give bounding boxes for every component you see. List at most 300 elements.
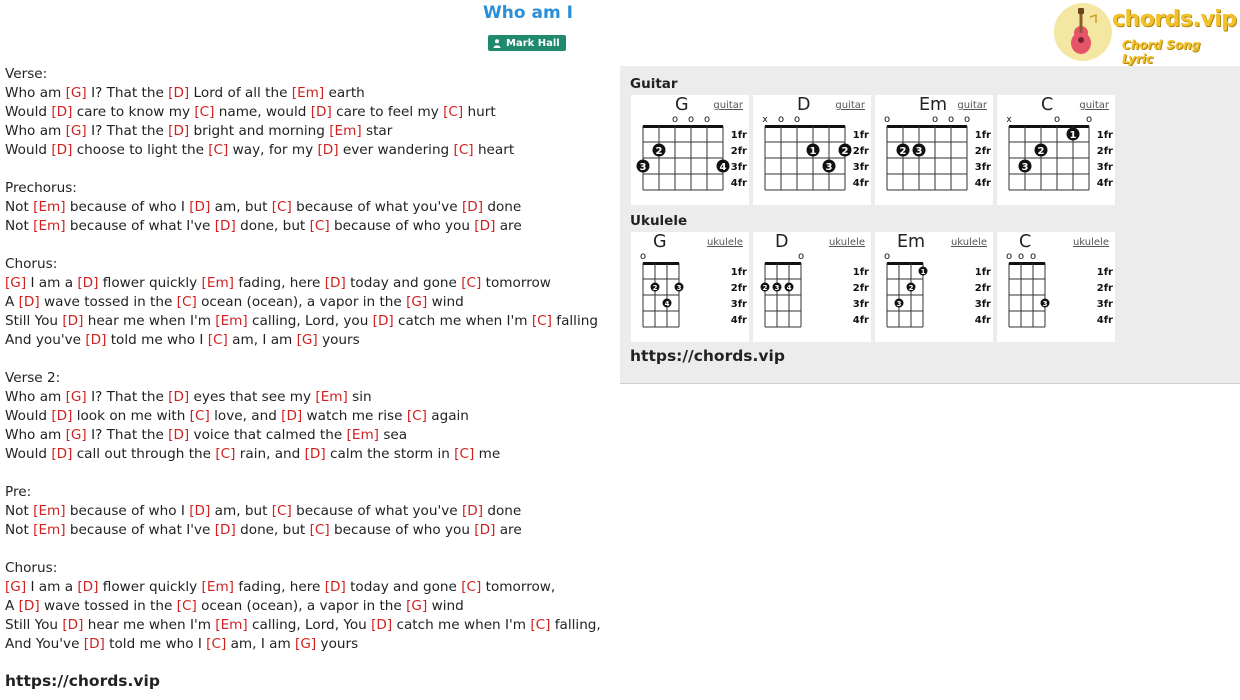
- fret-label: 3fr: [730, 162, 747, 173]
- chord-link[interactable]: [Em]: [33, 522, 66, 538]
- lyric-line: [5, 388, 615, 407]
- chord-name: G: [653, 232, 667, 252]
- nut: [643, 125, 723, 128]
- lyric-text: care to feel my: [331, 104, 444, 120]
- lyric-text: because of what you've: [291, 503, 462, 519]
- fret-label: 3fr: [852, 299, 869, 310]
- chord-link[interactable]: [C]: [531, 313, 552, 329]
- lyric-text: And You've: [5, 636, 84, 652]
- lyric-text: flower quickly: [98, 275, 202, 291]
- lyric-text: tomorrow,: [481, 579, 556, 595]
- lyric-text: care to know my: [72, 104, 195, 120]
- chord-link[interactable]: [Em]: [215, 313, 248, 329]
- fret-label: 2fr: [852, 283, 869, 294]
- chord-link[interactable]: [C]: [271, 199, 292, 215]
- lyric-line: [5, 179, 615, 198]
- finger-number: 4: [719, 161, 727, 173]
- chord-link[interactable]: [D]: [371, 617, 393, 633]
- chord-link[interactable]: [D]: [168, 389, 190, 405]
- lyric-text: I? That the: [86, 85, 169, 101]
- lyric-text: call out through the: [72, 446, 216, 462]
- lyric-text: because of what you've: [291, 199, 462, 215]
- lyric-text: Prechorus:: [5, 180, 77, 196]
- lyric-text: Who am: [5, 389, 66, 405]
- guitar-chord-card[interactable]: [875, 95, 993, 205]
- muted-string-marker: x: [1006, 115, 1012, 125]
- chord-link[interactable]: [Em]: [215, 617, 248, 633]
- chord-link[interactable]: [Em]: [33, 199, 66, 215]
- nut: [887, 125, 967, 128]
- guitar-logo-icon: [1054, 3, 1112, 61]
- fret-label: 1fr: [852, 267, 869, 278]
- chord-link[interactable]: [C]: [215, 446, 236, 462]
- chord-link[interactable]: [Em]: [315, 389, 348, 405]
- chord-link[interactable]: [C]: [176, 598, 197, 614]
- chord-diagrams-panel: [620, 66, 1240, 384]
- lyric-text: Would: [5, 104, 52, 120]
- chord-link[interactable]: [D]: [77, 275, 99, 291]
- guitar-heading: Guitar: [630, 76, 678, 92]
- lyric-text: because of who you: [329, 218, 475, 234]
- chord-link[interactable]: [C]: [208, 142, 229, 158]
- chord-link[interactable]: [D]: [317, 142, 339, 158]
- chord-name: Em: [897, 232, 926, 252]
- finger-number: 1: [809, 145, 817, 157]
- chord-link[interactable]: [C]: [176, 294, 197, 310]
- lyric-text: watch me rise: [302, 408, 407, 424]
- fret-label: 1fr: [974, 130, 991, 141]
- lyric-text: Not: [5, 199, 34, 215]
- finger-number: 2: [841, 145, 849, 157]
- instrument-link[interactable]: guitar: [713, 100, 743, 111]
- open-string-marker: o: [883, 114, 891, 125]
- open-string-marker: o: [1017, 251, 1025, 262]
- open-string-marker: o: [687, 114, 695, 125]
- lyric-text: me: [474, 446, 501, 462]
- fret-label: 2fr: [974, 146, 991, 157]
- chord-link[interactable]: [Em]: [33, 503, 66, 519]
- chord-link[interactable]: [D]: [310, 104, 332, 120]
- lyric-text: name, would: [214, 104, 311, 120]
- lyric-text: Lord of all the: [189, 85, 292, 101]
- open-string-marker: o: [1085, 114, 1093, 125]
- lyric-text: wind: [427, 294, 464, 310]
- chord-link[interactable]: [Em]: [291, 85, 325, 101]
- chord-link[interactable]: [D]: [83, 636, 105, 652]
- fret-label: 3fr: [1096, 162, 1113, 173]
- chord-link[interactable]: [D]: [324, 579, 346, 595]
- lyric-text: Not: [5, 218, 34, 234]
- finger-number: 3: [639, 161, 647, 173]
- open-string-marker: o: [1029, 251, 1037, 262]
- lyric-text: today and gone: [345, 579, 462, 595]
- finger-number: 2: [1037, 145, 1045, 157]
- chord-link[interactable]: [G]: [406, 294, 428, 310]
- lyric-text: Would: [5, 408, 52, 424]
- chord-link[interactable]: [C]: [461, 579, 482, 595]
- chord-link[interactable]: [G]: [5, 579, 27, 595]
- fret-label: 4fr: [974, 315, 991, 326]
- lyric-text: star: [361, 123, 393, 139]
- lyric-text: sin: [347, 389, 372, 405]
- blank-line: [5, 236, 615, 255]
- lyric-text: done, but: [235, 522, 310, 538]
- chord-link[interactable]: [C]: [454, 446, 475, 462]
- fret-label: 3fr: [730, 299, 747, 310]
- chord-link[interactable]: [G]: [296, 332, 318, 348]
- chord-link[interactable]: [D]: [51, 408, 73, 424]
- guitar-chord-card[interactable]: [753, 95, 871, 205]
- chord-link[interactable]: [D]: [474, 522, 496, 538]
- lyric-text: fading, here: [234, 579, 325, 595]
- open-string-marker: o: [793, 114, 801, 125]
- finger-number: 1: [920, 267, 926, 276]
- ukulele-chord-card[interactable]: [997, 232, 1115, 342]
- chord-link[interactable]: [D]: [77, 579, 99, 595]
- chord-name: D: [775, 232, 789, 252]
- instrument-link[interactable]: ukulele: [950, 237, 987, 248]
- lyric-text: am, I am: [226, 636, 296, 652]
- fret-label: 1fr: [1096, 267, 1113, 278]
- chord-link[interactable]: [C]: [443, 104, 464, 120]
- lyric-text: Who am: [5, 85, 66, 101]
- lyric-text: yours: [317, 332, 360, 348]
- chord-link[interactable]: [C]: [194, 104, 215, 120]
- chord-link[interactable]: [D]: [324, 275, 346, 291]
- ukulele-chord-card[interactable]: [631, 232, 749, 342]
- open-string-marker: o: [947, 114, 955, 125]
- lyric-text: fading, here: [234, 275, 325, 291]
- lyrics-body: [5, 65, 615, 654]
- chord-link[interactable]: [D]: [461, 199, 484, 215]
- chord-link[interactable]: [D]: [474, 218, 496, 234]
- finger-number: 4: [664, 299, 670, 308]
- lyric-line: [5, 103, 615, 122]
- lyric-line: [5, 122, 615, 141]
- lyric-text: choose to light the: [72, 142, 209, 158]
- guitar-chord-card[interactable]: [631, 95, 749, 205]
- lyric-text: because of who I: [65, 503, 190, 519]
- chord-name: C: [1041, 95, 1054, 115]
- lyric-text: Not: [5, 503, 34, 519]
- lyric-text: today and gone: [345, 275, 462, 291]
- muted-string-marker: x: [762, 115, 768, 125]
- lyric-text: hurt: [463, 104, 496, 120]
- instrument-link[interactable]: ukulele: [706, 237, 743, 248]
- lyric-text: I? That the: [86, 123, 169, 139]
- chord-diagram: [631, 95, 749, 205]
- finger-number: 3: [774, 283, 780, 292]
- artist-badge[interactable]: [488, 35, 566, 51]
- lyric-text: tomorrow: [481, 275, 551, 291]
- fret-label: 1fr: [730, 130, 747, 141]
- chord-link[interactable]: [D]: [461, 503, 484, 519]
- chord-link[interactable]: [D]: [62, 313, 84, 329]
- nut: [765, 262, 801, 265]
- ukulele-heading: Ukulele: [630, 213, 688, 229]
- fret-label: 1fr: [730, 267, 747, 278]
- lyric-line: [5, 331, 615, 350]
- lyric-text: wind: [427, 598, 464, 614]
- lyric-line: [5, 578, 615, 597]
- chord-link[interactable]: [C]: [453, 142, 474, 158]
- fret-label: 2fr: [974, 283, 991, 294]
- footer-site-link[interactable]: https://chords.vip: [5, 672, 160, 690]
- lyric-line: [5, 426, 615, 445]
- fret-label: 4fr: [974, 178, 991, 189]
- logo-tagline: Chord Song Lyric: [1122, 38, 1201, 66]
- finger-number: 2: [652, 283, 658, 292]
- chord-link[interactable]: [D]: [214, 522, 236, 538]
- lyric-text: are: [495, 218, 522, 234]
- lyric-text: calling, Lord, you: [247, 313, 373, 329]
- lyric-text: heart: [473, 142, 515, 158]
- chord-link[interactable]: [G]: [65, 427, 87, 443]
- finger-number: 2: [908, 283, 914, 292]
- fret-label: 2fr: [1096, 283, 1113, 294]
- chord-link[interactable]: [D]: [168, 427, 190, 443]
- lyric-text: ocean (ocean), a vapor in the: [196, 598, 407, 614]
- lyric-text: I am a: [26, 275, 78, 291]
- lyric-text: because of what I've: [65, 218, 215, 234]
- lyric-text: flower quickly: [98, 579, 202, 595]
- instrument-link[interactable]: guitar: [957, 100, 987, 111]
- lyric-text: Still You: [5, 313, 63, 329]
- chord-link[interactable]: [G]: [5, 275, 27, 291]
- lyric-text: yours: [316, 636, 359, 652]
- finger-number: 2: [655, 145, 663, 157]
- lyric-line: [5, 65, 615, 84]
- lyric-text: Would: [5, 446, 52, 462]
- chord-link[interactable]: [D]: [62, 617, 84, 633]
- nut: [1009, 262, 1045, 265]
- ukulele-chord-card[interactable]: [875, 232, 993, 342]
- fret-label: 4fr: [852, 315, 869, 326]
- chord-link[interactable]: [D]: [51, 446, 73, 462]
- lyric-text: told me who I: [106, 332, 208, 348]
- site-logo[interactable]: [1054, 3, 1237, 66]
- lyric-text: I am a: [26, 579, 78, 595]
- open-string-marker: o: [1005, 251, 1013, 262]
- chord-link[interactable]: [D]: [85, 332, 107, 348]
- fret-label: 4fr: [1096, 315, 1113, 326]
- lyric-line: [5, 616, 615, 635]
- finger-number: 4: [786, 283, 792, 292]
- chord-link[interactable]: [C]: [189, 408, 210, 424]
- chord-link[interactable]: [Em]: [329, 123, 362, 139]
- chord-link[interactable]: [D]: [304, 446, 326, 462]
- lyric-text: done, but: [235, 218, 310, 234]
- lyric-text: Would: [5, 142, 52, 158]
- person-icon: [493, 39, 501, 48]
- fret-label: 2fr: [730, 146, 747, 157]
- lyric-line: [5, 369, 615, 388]
- fret-label: 3fr: [974, 162, 991, 173]
- finger-number: 3: [1021, 161, 1029, 173]
- chord-link[interactable]: [D]: [372, 313, 394, 329]
- instrument-link[interactable]: ukulele: [1072, 237, 1109, 248]
- finger-number: 3: [676, 283, 682, 292]
- chord-diagram: [753, 95, 871, 205]
- lyric-text: Who am: [5, 123, 66, 139]
- chord-link[interactable]: [Em]: [201, 579, 234, 595]
- ukulele-chord-card[interactable]: [753, 232, 871, 342]
- lyric-line: [5, 274, 615, 293]
- artist-name: Mark Hall: [506, 37, 560, 49]
- instrument-link[interactable]: guitar: [835, 100, 865, 111]
- logo-brand-text: chords.vip: [1112, 7, 1237, 32]
- lyric-text: way, for my: [228, 142, 318, 158]
- lyric-text: catch me when I'm: [393, 313, 532, 329]
- lyric-line: [5, 445, 615, 464]
- chord-link[interactable]: [D]: [214, 218, 236, 234]
- lyric-text: Chorus:: [5, 256, 58, 272]
- chord-link[interactable]: [G]: [65, 85, 87, 101]
- lyric-line: [5, 502, 615, 521]
- chord-link[interactable]: [C]: [271, 503, 292, 519]
- chord-link[interactable]: [Em]: [346, 427, 379, 443]
- fret-label: 1fr: [1096, 130, 1113, 141]
- chord-link[interactable]: [C]: [309, 218, 330, 234]
- chord-link[interactable]: [G]: [65, 123, 87, 139]
- lyric-text: done: [483, 199, 522, 215]
- lyric-text: am, but: [210, 199, 272, 215]
- lyric-text: again: [426, 408, 469, 424]
- chord-diagram: [997, 232, 1115, 342]
- chord-link[interactable]: [C]: [406, 408, 427, 424]
- lyric-text: because of who you: [329, 522, 475, 538]
- lyric-text: ocean (ocean), a vapor in the: [196, 294, 407, 310]
- lyric-text: I? That the: [86, 389, 169, 405]
- chord-link[interactable]: [D]: [168, 85, 190, 101]
- lyric-line: [5, 255, 615, 274]
- lyric-line: [5, 293, 615, 312]
- lyric-text: hear me when I'm: [83, 617, 216, 633]
- lyric-text: wave tossed in the: [39, 598, 177, 614]
- chord-link[interactable]: [C]: [309, 522, 330, 538]
- chord-link[interactable]: [D]: [18, 294, 40, 310]
- lyric-text: told me who I: [104, 636, 207, 652]
- chord-link[interactable]: [Em]: [33, 218, 66, 234]
- chord-link[interactable]: [Em]: [201, 275, 234, 291]
- lyric-text: I? That the: [86, 427, 169, 443]
- blank-line: [5, 464, 615, 483]
- instrument-link[interactable]: ukulele: [828, 237, 865, 248]
- chord-name: C: [1019, 232, 1032, 252]
- lyric-text: bright and morning: [189, 123, 330, 139]
- fret-label: 2fr: [1096, 146, 1113, 157]
- lyric-text: because of who I: [65, 199, 190, 215]
- lyric-text: voice that calmed the: [189, 427, 347, 443]
- lyric-text: are: [495, 522, 522, 538]
- fret-label: 3fr: [974, 299, 991, 310]
- lyric-text: Chorus:: [5, 560, 58, 576]
- lyric-line: [5, 217, 615, 236]
- lyric-text: wave tossed in the: [39, 294, 177, 310]
- fret-label: 4fr: [730, 178, 747, 189]
- chord-link[interactable]: [D]: [281, 408, 303, 424]
- lyric-text: eyes that see my: [189, 389, 316, 405]
- chord-name: G: [675, 95, 689, 115]
- chord-diagram: [997, 95, 1115, 205]
- lyric-text: A: [5, 598, 19, 614]
- lyric-text: falling,: [550, 617, 601, 633]
- lyric-text: rain, and: [235, 446, 305, 462]
- open-string-marker: o: [703, 114, 711, 125]
- chord-link[interactable]: [C]: [530, 617, 551, 633]
- lyric-line: [5, 312, 615, 331]
- finger-number: 2: [762, 283, 768, 292]
- chord-link[interactable]: [C]: [207, 332, 228, 348]
- chord-link[interactable]: [C]: [206, 636, 227, 652]
- chord-diagram: [753, 232, 871, 342]
- panel-site-link[interactable]: https://chords.vip: [630, 347, 785, 365]
- chord-link[interactable]: [D]: [168, 123, 190, 139]
- lyric-line: [5, 597, 615, 616]
- blank-line: [5, 540, 615, 559]
- chord-name: Em: [919, 95, 948, 115]
- nut: [887, 262, 923, 265]
- lyric-text: calling, Lord, You: [247, 617, 372, 633]
- chord-link[interactable]: [D]: [189, 503, 211, 519]
- lyric-text: calm the storm in: [325, 446, 455, 462]
- open-string-marker: o: [639, 251, 647, 262]
- chord-link[interactable]: [G]: [65, 389, 87, 405]
- lyric-text: am, but: [210, 503, 272, 519]
- chord-diagram: [875, 232, 993, 342]
- fret-label: 2fr: [852, 146, 869, 157]
- blank-line: [5, 350, 615, 369]
- lyric-text: Verse:: [5, 66, 48, 82]
- finger-number: 2: [899, 145, 907, 157]
- guitar-chord-card[interactable]: [997, 95, 1115, 205]
- finger-number: 3: [896, 299, 902, 308]
- chord-link[interactable]: [G]: [406, 598, 428, 614]
- chord-link[interactable]: [D]: [51, 104, 73, 120]
- chord-link[interactable]: [D]: [189, 199, 211, 215]
- fret-label: 4fr: [1096, 178, 1113, 189]
- lyric-text: catch me when I'm: [392, 617, 531, 633]
- fret-label: 3fr: [1096, 299, 1113, 310]
- lyric-line: [5, 635, 615, 654]
- open-string-marker: o: [931, 114, 939, 125]
- chord-link[interactable]: [C]: [461, 275, 482, 291]
- lyric-text: Still You: [5, 617, 63, 633]
- open-string-marker: o: [797, 251, 805, 262]
- lyric-text: Verse 2:: [5, 370, 61, 386]
- finger-number: 1: [1069, 129, 1077, 141]
- nut: [643, 262, 679, 265]
- open-string-marker: o: [671, 114, 679, 125]
- fret-label: 4fr: [852, 178, 869, 189]
- lyric-text: And you've: [5, 332, 86, 348]
- lyric-line: [5, 198, 615, 217]
- chord-link[interactable]: [D]: [18, 598, 40, 614]
- lyric-text: hear me when I'm: [83, 313, 216, 329]
- lyric-text: Pre:: [5, 484, 32, 500]
- lyric-text: falling: [551, 313, 598, 329]
- lyric-line: [5, 407, 615, 426]
- lyric-line: [5, 559, 615, 578]
- instrument-link[interactable]: guitar: [1079, 100, 1109, 111]
- chord-link[interactable]: [D]: [51, 142, 73, 158]
- lyric-line: [5, 483, 615, 502]
- nut: [765, 125, 845, 128]
- chord-link[interactable]: [G]: [295, 636, 317, 652]
- fret-label: 3fr: [852, 162, 869, 173]
- finger-number: 3: [1042, 299, 1048, 308]
- fret-label: 1fr: [852, 130, 869, 141]
